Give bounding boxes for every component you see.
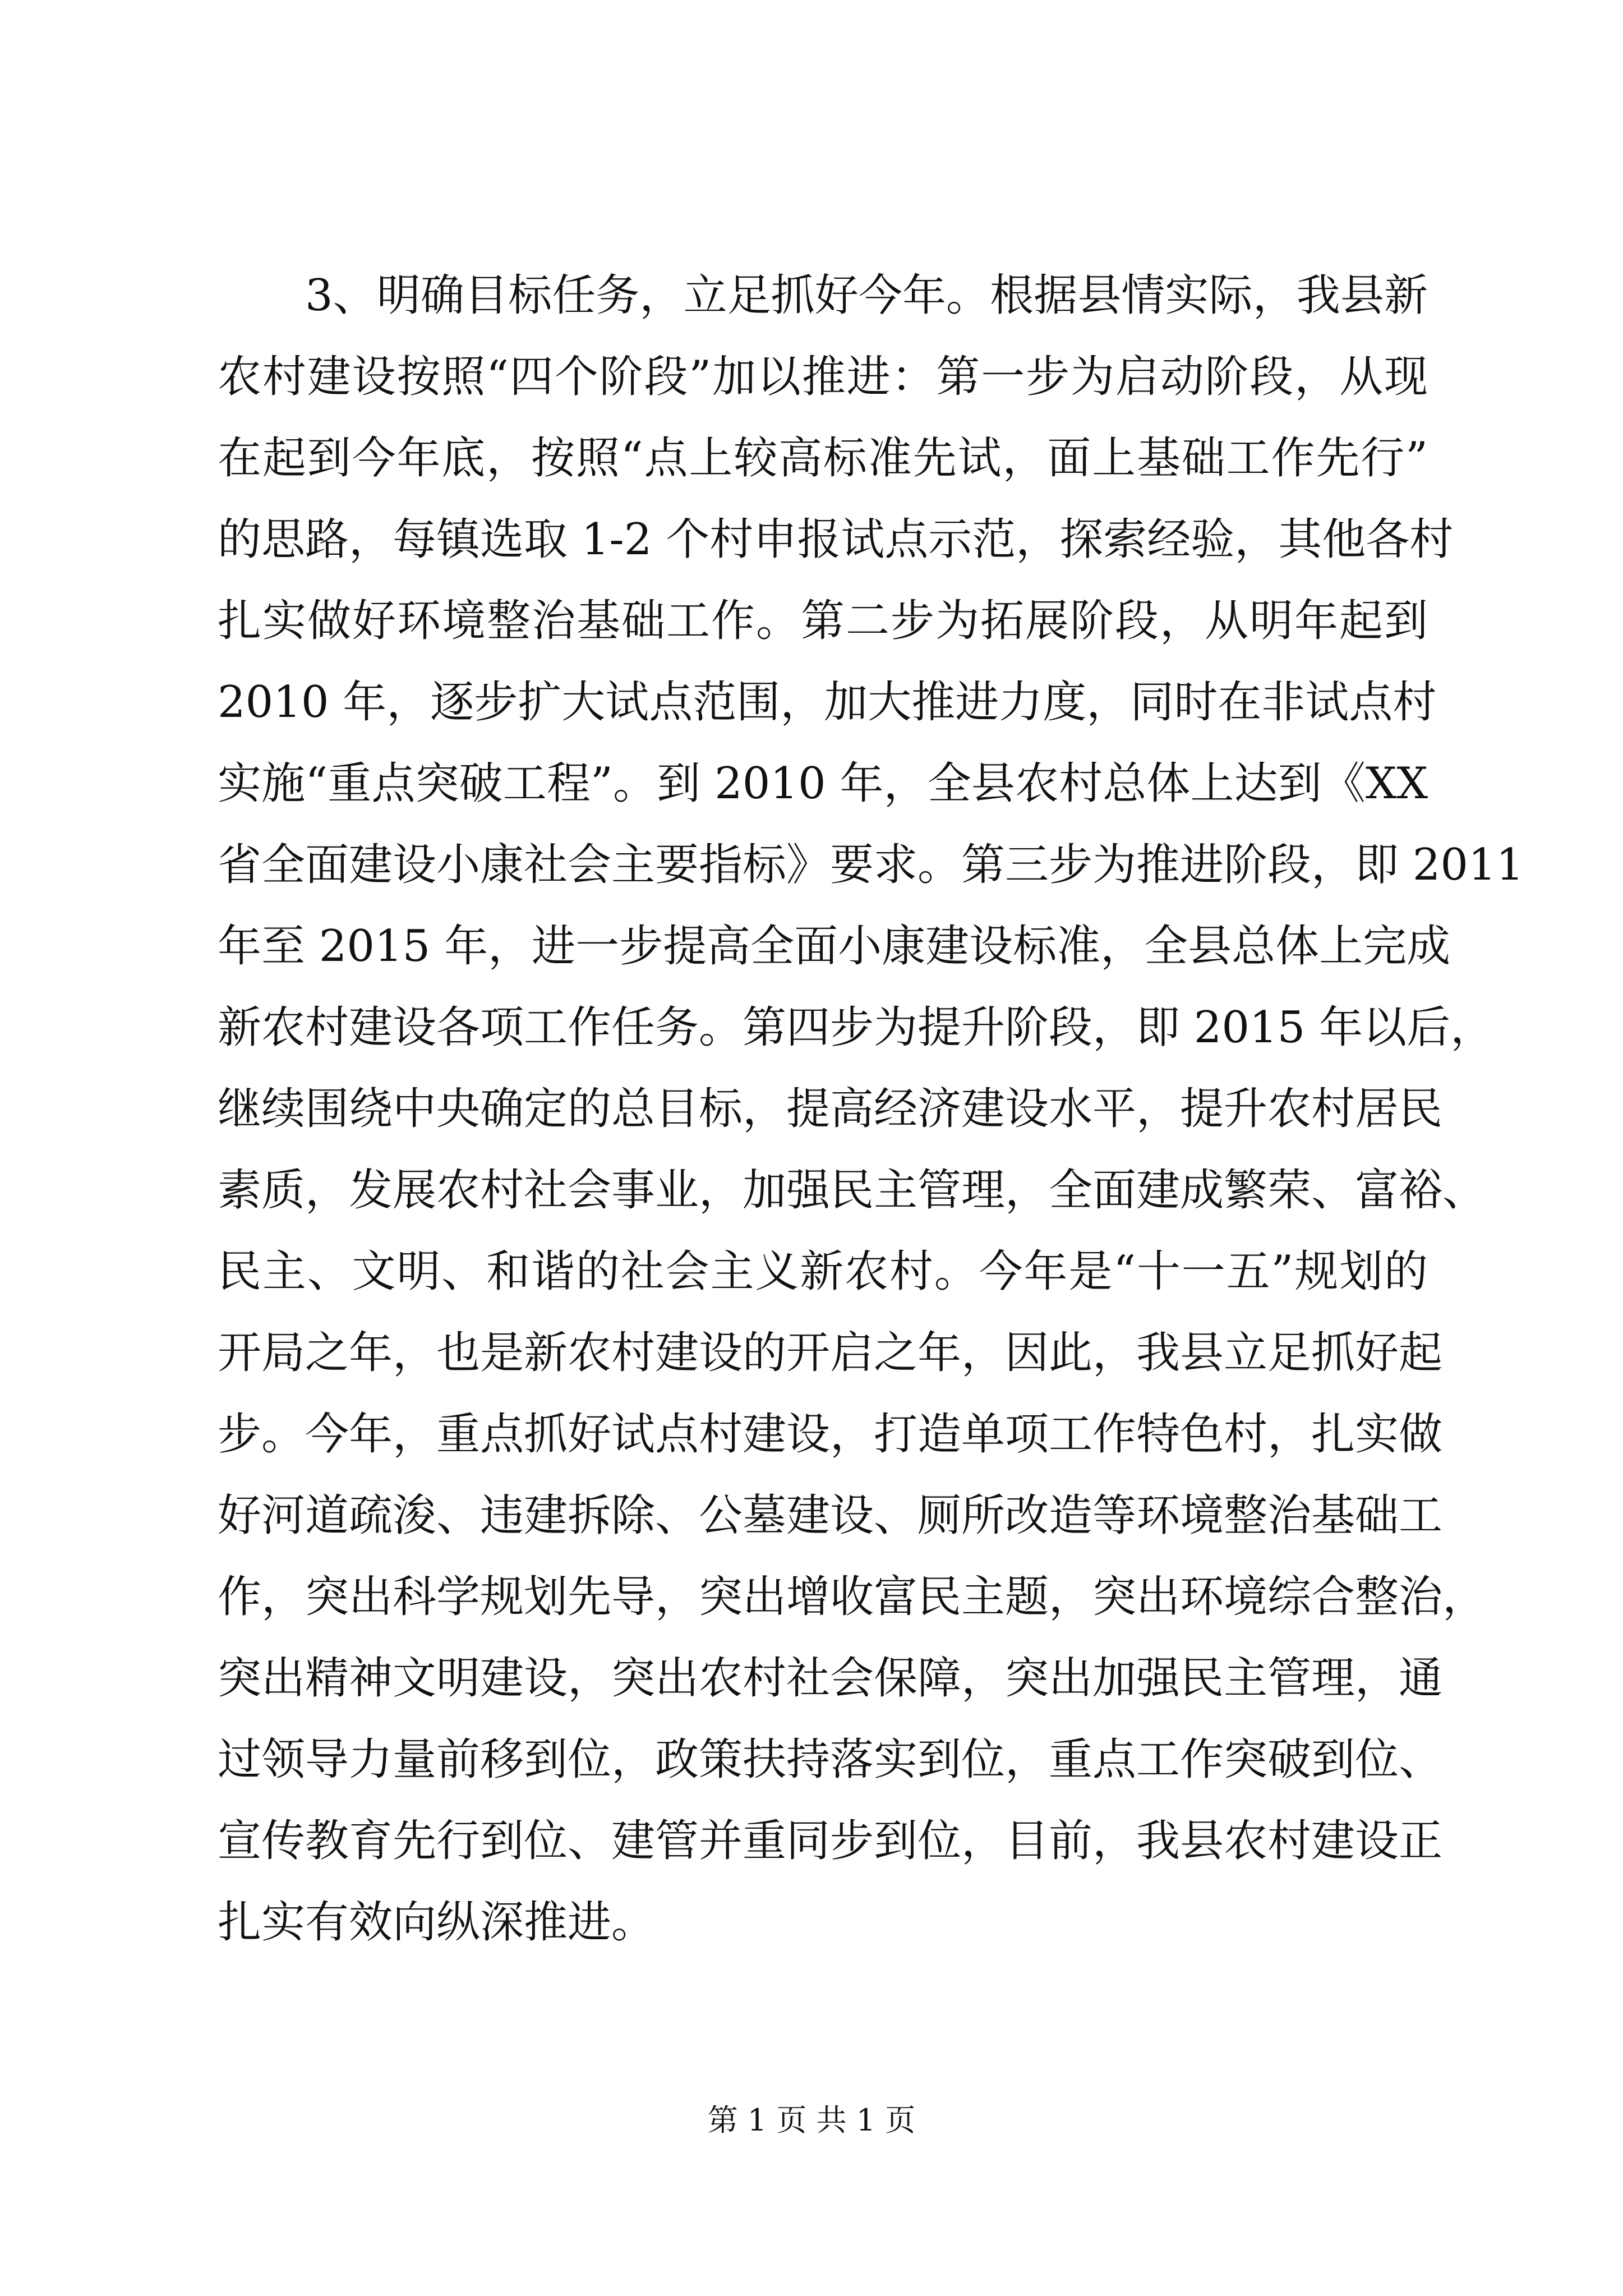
page-footer: 第 1 页 共 1 页: [707, 2102, 916, 2138]
paragraph-line: 素质，发展农村社会事业，加强民主管理，全面建成繁荣、富裕、: [218, 1165, 1487, 1216]
paragraph-line: 2010 年，逐步扩大试点范围，加大推进力度，同时在非试点村: [218, 677, 1437, 728]
paragraph-line: 在起到今年底，按照“点上较高标准先试，面上基础工作先行”: [218, 433, 1428, 484]
paragraph-line: 突出精神文明建设，突出农村社会保障，突出加强民主管理，通: [218, 1653, 1443, 1704]
paragraph-line: 省全面建设小康社会主要指标》要求。第三步为推进阶段，即 2011: [218, 840, 1524, 890]
paragraph-line: 步。今年，重点抓好试点村建设，打造单项工作特色村，扎实做: [218, 1409, 1443, 1460]
paragraph-line: 继续围绕中央确定的总目标，提高经济建设水平，提升农村居民: [218, 1084, 1443, 1134]
paragraph-line: 开局之年，也是新农村建设的开启之年，因此，我县立足抓好起: [218, 1328, 1443, 1378]
paragraph-line: 扎实做好环境整治基础工作。第二步为拓展阶段，从明年起到: [218, 596, 1428, 646]
paragraph-line: 宣传教育先行到位、建管并重同步到位，目前，我县农村建设正: [218, 1816, 1443, 1866]
paragraph-line: 农村建设按照“四个阶段”加以推进：第一步为启动阶段，从现: [218, 352, 1428, 402]
paragraph-line: 过领导力量前移到位，政策扶持落实到位，重点工作突破到位、: [218, 1734, 1443, 1785]
paragraph-line: 年至 2015 年，进一步提高全面小康建设标准，全县总体上完成: [218, 921, 1451, 972]
paragraph-line: 新农村建设各项工作任务。第四步为提升阶段，即 2015 年以后，: [218, 1002, 1495, 1053]
paragraph-line: 作，突出科学规划先导，突出增收富民主题，突出环境综合整治，: [218, 1572, 1487, 1622]
paragraph-line: 扎实有效向纵深推进。: [218, 1897, 656, 1948]
paragraph-line: 好河道疏浚、违建拆除、公墓建设、厕所改造等环境整治基础工: [218, 1490, 1443, 1541]
body-paragraph: [218, 255, 1524, 1963]
paragraph-line: 民主、文明、和谐的社会主义新农村。今年是“十一五”规划的: [218, 1246, 1428, 1297]
paragraph-line: 的思路，每镇选取 1-2 个村申报试点示范，探索经验，其他各村: [218, 514, 1454, 565]
paragraph-line: 实施“重点突破工程”。到 2010 年，全县农村总体上达到《XX: [218, 758, 1428, 809]
paragraph-line: 3、明确目标任务，立足抓好今年。根据县情实际，我县新: [305, 270, 1428, 321]
